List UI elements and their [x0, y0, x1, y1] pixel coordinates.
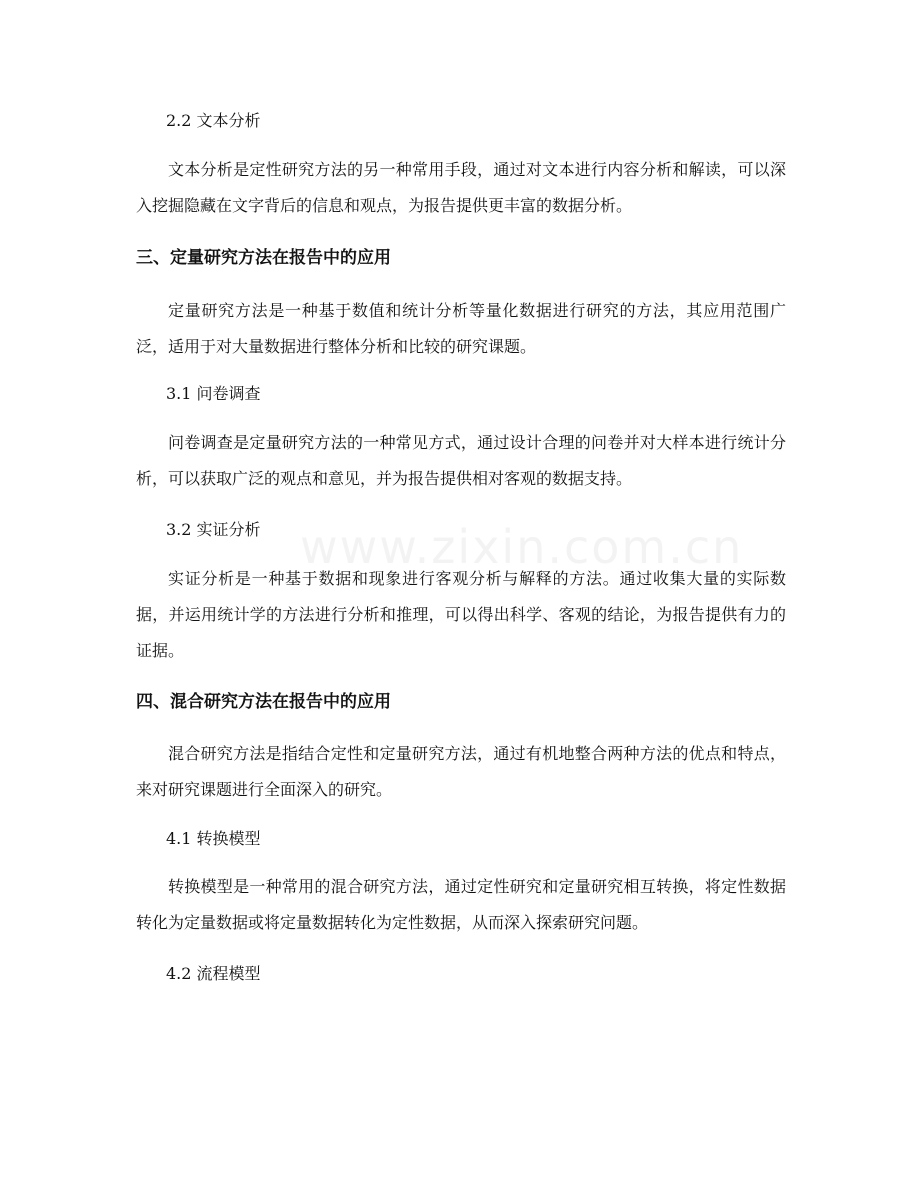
section-4-heading: 四、混合研究方法在报告中的应用 — [136, 692, 391, 712]
section-3-1-title: 3.1 问卷调查 — [166, 384, 261, 403]
section-3-2-title: 3.2 实证分析 — [166, 520, 261, 539]
section-3-2-paragraph: 实证分析是一种基于数据和现象进行客观分析与解释的方法。通过收集大量的实际数据，并运用统计学的方法进行分析和推理，可以得出科学、客观的结论，为报告提供有力的证据。 — [136, 569, 786, 660]
watermark: www.zixin.com.cn — [300, 520, 744, 574]
section-4-paragraph: 混合研究方法是指结合定性和定量研究方法，通过有机地整合两种方法的优点和特点，来对研究课题进行全面深入的研究。 — [136, 744, 786, 799]
section-4-1-paragraph: 转换模型是一种常用的混合研究方法，通过定性研究和定量研究相互转换，将定性数据转化为定量数据或将定量数据转化为定性数据，从而深入探索研究问题。 — [136, 877, 786, 932]
section-4-1-title: 4.1 转换模型 — [166, 829, 261, 848]
section-3-1-paragraph: 问卷调查是定量研究方法的一种常见方式，通过设计合理的问卷并对大样本进行统计分析，可以获取广泛的观点和意见，并为报告提供相对客观的数据支持。 — [136, 433, 786, 488]
section-2-2-paragraph: 文本分析是定性研究方法的另一种常用手段，通过对文本进行内容分析和解读，可以深入挖掘隐藏在文字背后的信息和观点，为报告提供更丰富的数据分析。 — [136, 160, 786, 215]
section-2-2-title: 2.2 文本分析 — [166, 111, 261, 130]
section-4-2-title: 4.2 流程模型 — [166, 964, 261, 983]
section-3-paragraph: 定量研究方法是一种基于数值和统计分析等量化数据进行研究的方法，其应用范围广泛，适用于对大量数据进行整体分析和比较的研究课题。 — [136, 301, 786, 356]
section-3-heading: 三、定量研究方法在报告中的应用 — [136, 248, 391, 268]
